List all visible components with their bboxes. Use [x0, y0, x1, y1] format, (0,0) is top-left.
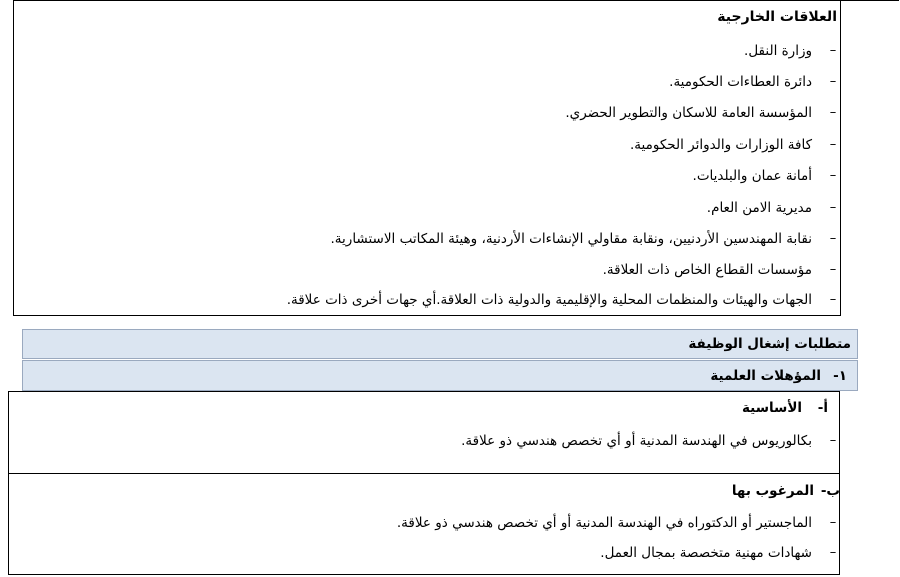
preferred-title: المرغوب بها: [731, 483, 814, 499]
external-relation-item: مؤسسات القطاع الخاص ذات العلاقة.: [602, 262, 812, 278]
preferred-item: الماجستير أو الدكتوراه في الهندسة المدنية أو أي تخصص هندسي ذو علاقة.: [396, 515, 812, 531]
list-bullet: –: [829, 137, 837, 152]
external-relation-item: الجهات والهيئات والمنظمات المحلية والإقليمية والدولية ذات العلاقة.أي جهات أخرى ذات علاقة.: [286, 292, 812, 308]
qualifications-number: ١-: [833, 368, 847, 384]
list-bullet: –: [829, 515, 837, 530]
basic-letter: أ-: [817, 400, 828, 416]
list-bullet: –: [829, 292, 837, 307]
list-bullet: –: [829, 74, 837, 89]
external-relation-item: نقابة المهندسين الأردنيين، ونقابة مقاولي الإنشاءات الأردنية، وهيئة المكاتب الاستشارية.: [330, 231, 812, 247]
list-bullet: –: [829, 231, 837, 246]
basic-title: الأساسية: [742, 400, 802, 416]
preferred-item: شهادات مهنية متخصصة بمجال العمل.: [600, 545, 812, 561]
list-bullet: –: [829, 200, 837, 215]
external-relation-item: وزارة النقل.: [744, 43, 812, 59]
list-bullet: –: [829, 433, 837, 448]
qualifications-separator: [8, 473, 840, 474]
list-bullet: –: [829, 168, 837, 183]
list-bullet: –: [829, 43, 837, 58]
external-relations-title: العلاقات الخارجية: [717, 9, 837, 25]
external-relation-item: أمانة عمان والبلديات.: [692, 168, 812, 184]
qualifications-title: المؤهلات العلمية: [710, 368, 821, 384]
preferred-letter: ب-: [820, 483, 840, 499]
list-bullet: –: [829, 262, 837, 277]
requirements-title: متطلبات إشغال الوظيفة: [688, 336, 851, 352]
external-relation-item: المؤسسة العامة للاسكان والتطوير الحضري.: [565, 105, 812, 121]
list-bullet: –: [829, 105, 837, 120]
qualifications-header-band: [22, 360, 858, 391]
external-relation-item: مديرية الامن العام.: [706, 200, 812, 216]
requirements-header-band: [22, 329, 858, 359]
basic-item: بكالوريوس في الهندسة المدنية أو أي تخصص هندسي ذو علاقة.: [461, 433, 812, 449]
external-relation-item: كافة الوزارات والدوائر الحكومية.: [630, 137, 812, 153]
external-relation-item: دائرة العطاءات الحكومية.: [669, 74, 812, 90]
list-bullet: –: [829, 545, 837, 560]
